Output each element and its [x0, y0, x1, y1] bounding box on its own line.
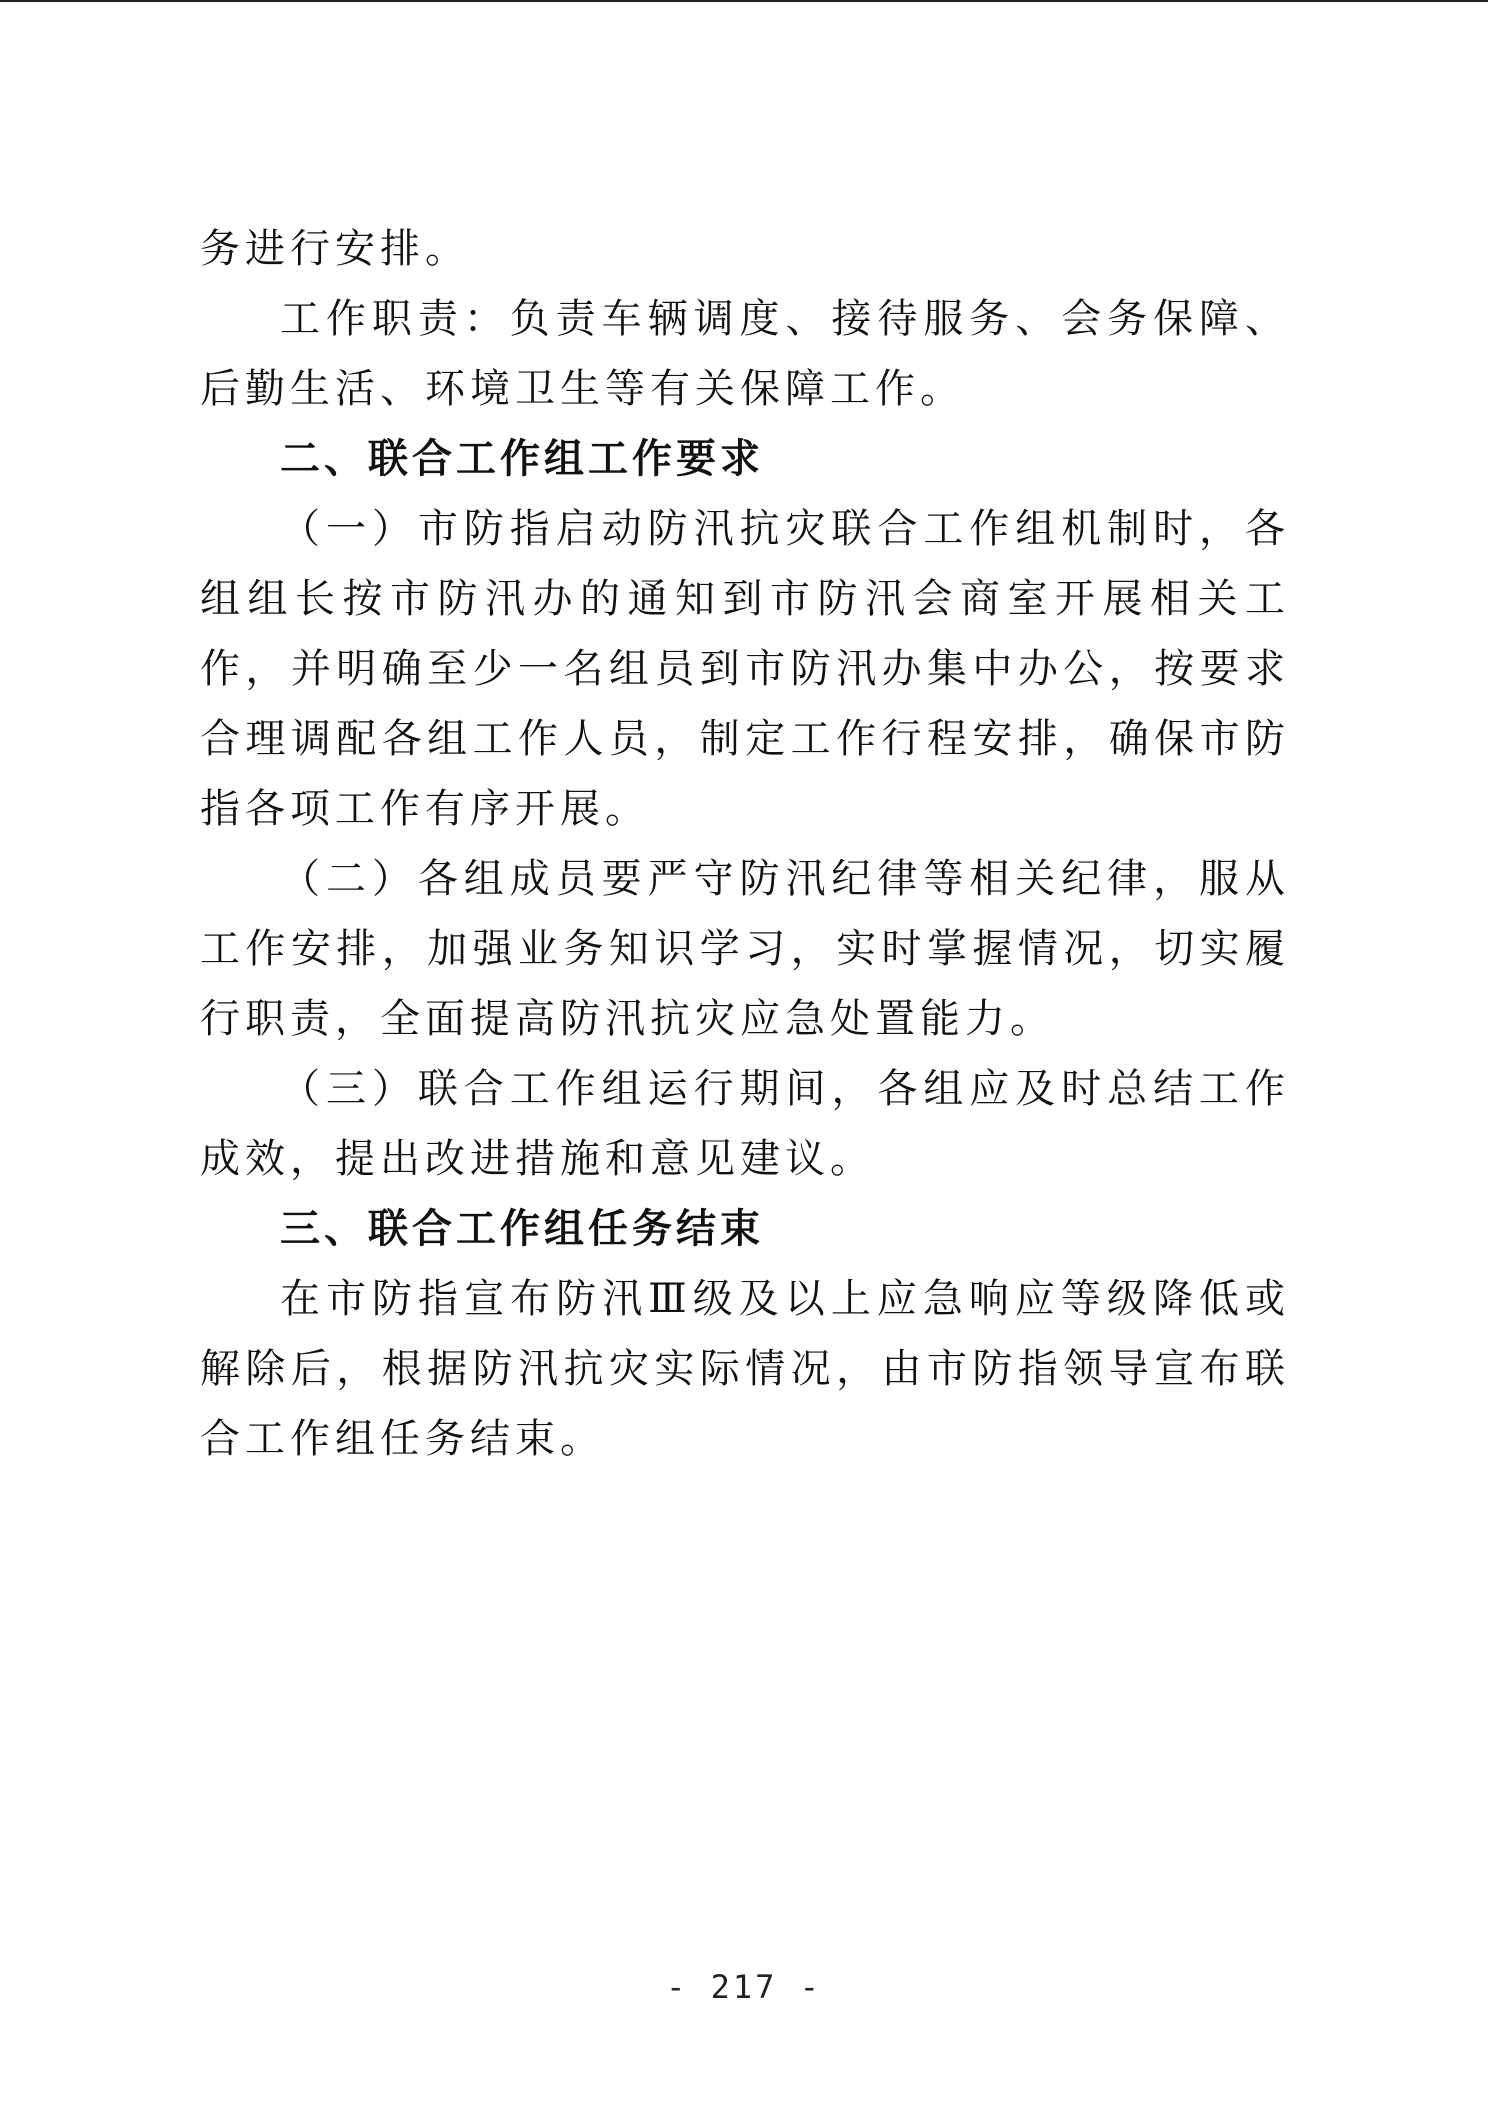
- document-body: [200, 214, 1290, 1474]
- paragraph-requirement-1: （一）市防指启动防汛抗灾联合工作组机制时，各组组长按市防汛办的通知到市防汛会商室开展相关工作，并明确至少一名组员到市防汛办集中办公，按要求合理调配各组工作人员，制定工作行程安排，确保市防指各项工作有序开展。: [200, 506, 1290, 832]
- paragraph-duties: 工作职责：负责车辆调度、接待服务、会务保障、后勤生活、环境卫生等有关保障工作。: [200, 296, 1290, 412]
- paragraph-requirement-2: （二）各组成员要严守防汛纪律等相关纪律，服从工作安排，加强业务知识学习，实时掌握情况，切实履行职责，全面提高防汛抗灾应急处置能力。: [200, 856, 1290, 1042]
- top-border-line: [0, 0, 1488, 2]
- paragraph-continuation: 务进行安排。: [200, 226, 470, 272]
- paragraph-task-end: 在市防指宣布防汛Ⅲ级及以上应急响应等级降低或解除后，根据防汛抗灾实际情况，由市防指领导宣布联合工作组任务结束。: [200, 1276, 1290, 1462]
- section-heading-requirements: 二、联合工作组工作要求: [280, 436, 764, 482]
- section-heading-task-end: 三、联合工作组任务结束: [280, 1206, 764, 1252]
- paragraph-requirement-3: （三）联合工作组运行期间，各组应及时总结工作成效，提出改进措施和意见建议。: [200, 1066, 1290, 1182]
- page-number: - 217 -: [666, 1968, 822, 2006]
